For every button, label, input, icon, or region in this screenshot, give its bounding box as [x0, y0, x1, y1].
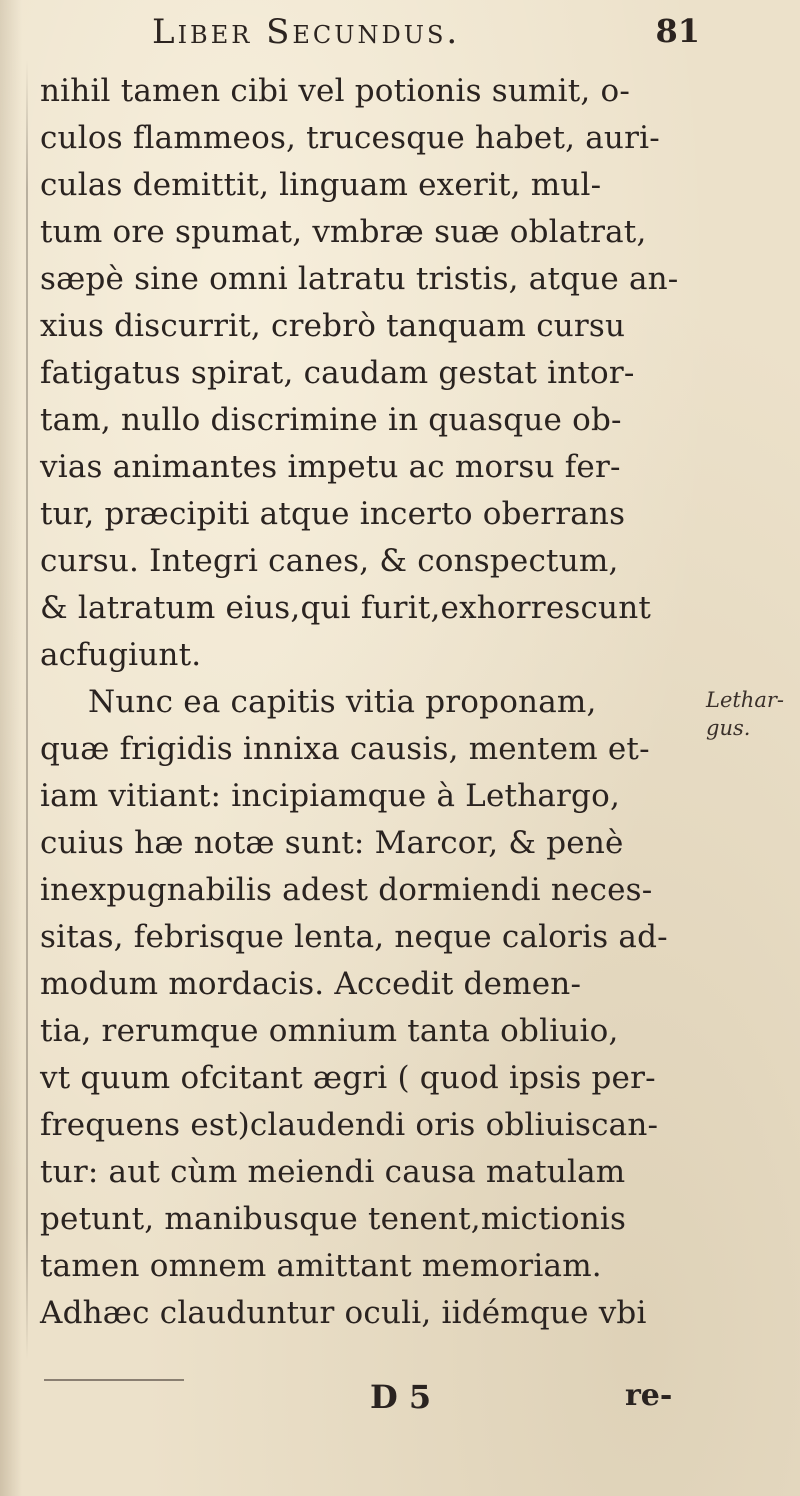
text-line: tam, nullo discrimine in quasque ob-: [40, 402, 622, 438]
text-line: tia, rerumque omnium tanta obliuio,: [40, 1013, 619, 1049]
text-line: frequens est)claudendi oris obliuiscan-: [40, 1107, 659, 1143]
text-line: culos flammeos, trucesque habet, auri-: [40, 120, 660, 156]
text-line: sæpè sine omni latratu tristis, atque an-: [40, 261, 679, 297]
text-line: vt quum ofcitant ægri ( quod ipsis per-: [40, 1060, 656, 1096]
margin-note-line: Lethar-: [706, 688, 784, 712]
text-line: tur, præcipiti atque incerto oberrans: [40, 496, 626, 532]
text-line: Adhæc clauduntur oculi, iidémque vbi: [40, 1295, 647, 1331]
page-footer: [40, 1378, 680, 1428]
text-line: fatigatus spirat, caudam gestat intor-: [40, 355, 635, 391]
text-line: cuius hæ notæ sunt: Marcor, & penè: [40, 825, 624, 861]
text-line: tur: aut cùm meiendi causa matulam: [40, 1154, 626, 1190]
signature-mark: D 5: [370, 1378, 432, 1416]
text-line: xius discurrit, crebrò tanquam cursu: [40, 308, 626, 344]
text-line: nihil tamen cibi vel potionis sumit, o-: [40, 73, 631, 109]
text-line: tum ore spumat, vmbræ suæ oblatrat,: [40, 214, 647, 250]
text-line: sitas, febrisque lenta, neque caloris ad-: [40, 919, 668, 955]
text-line: Nunc ea capitis vitia proponam,: [88, 684, 597, 720]
text-line: & latratum eius,qui furit,exhorrescunt: [40, 590, 652, 626]
text-line: acfugiunt.: [40, 637, 202, 673]
catchword: re-: [625, 1378, 673, 1413]
running-title: Liber Secundus.: [152, 12, 461, 52]
text-line: iam vitiant: incipiamque à Lethargo,: [40, 778, 621, 814]
text-line: tamen omnem amittant memoriam.: [40, 1248, 602, 1284]
text-line: petunt, manibusque tenent,mictionis: [40, 1201, 627, 1237]
text-line: inexpugnabilis adest dormiendi neces-: [40, 872, 653, 908]
text-line: modum mordacis. Accedit demen-: [40, 966, 582, 1002]
underline-rule: [44, 1379, 184, 1381]
text-line: culas demittit, linguam exerit, mul-: [40, 167, 602, 203]
page-number: 81: [655, 12, 700, 50]
running-head: [140, 12, 700, 62]
text-line: vias animantes impetu ac morsu fer-: [40, 449, 621, 485]
margin-note-line: gus.: [706, 716, 751, 740]
text-line: quæ frigidis innixa causis, mentem et-: [40, 731, 650, 767]
text-line: cursu. Integri canes, & conspectum,: [40, 543, 619, 579]
gutter-shadow: [26, 60, 28, 1360]
body-text: [40, 68, 680, 1337]
margin-note: [706, 686, 796, 742]
